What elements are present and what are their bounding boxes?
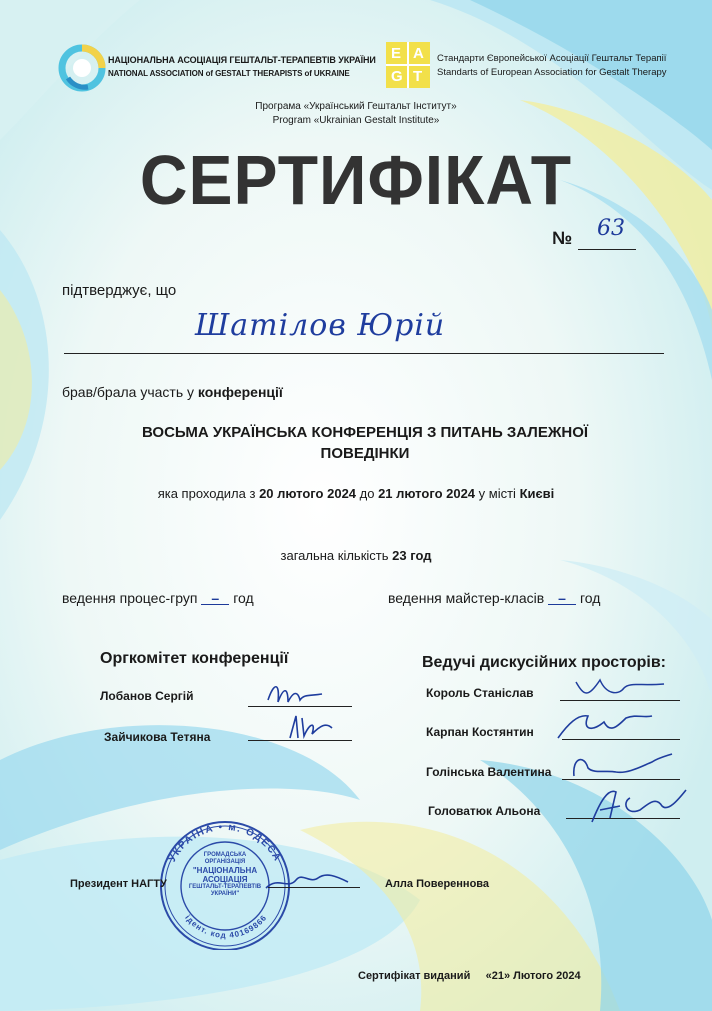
number-value: 63 (597, 216, 625, 241)
program-en: Program «Ukrainian Gestalt Institute» (272, 115, 440, 126)
host-3: Голінська Валентина (426, 765, 552, 779)
master-classes-unit: год (579, 590, 601, 606)
stamp-line-5: ГЕШТАЛЬТ-ТЕРАПЕВТІВ (188, 884, 262, 890)
host-4: Головатюк Альона (428, 804, 541, 818)
recipient-name: Шатілов Юрій (195, 308, 446, 343)
dates-mid: до (356, 486, 379, 501)
org-member-2-signature (282, 708, 342, 746)
master-classes-row (388, 590, 600, 606)
stamp-line-6: УКРАЇНИ" (210, 891, 240, 897)
eagt-letter-g: G (391, 68, 403, 85)
attended-event-type: конференції (197, 384, 283, 400)
president-name: Алла Повереннова (385, 878, 490, 890)
master-classes-label: ведення майстер-класів (388, 590, 545, 606)
eagt-name-en: Standarts of European Association for Gestalt Therapy (437, 67, 667, 78)
stamp-line-1: ГРОМАДСЬКА (203, 852, 247, 858)
conference-title-line1: ВОСЬМА УКРАЇНСЬКА КОНФЕРЕНЦІЯ З ПИТАНЬ ЗАЛЕЖНОЇ (141, 424, 589, 441)
president-label: Президент НАГТУ (70, 878, 167, 890)
eagt-logo-icon (386, 42, 430, 88)
number-label: № (552, 228, 573, 248)
host-2: Карпан Костянтин (426, 725, 534, 739)
host-1-signature (570, 672, 670, 704)
hours-prefix: загальна кількість (280, 548, 393, 563)
hours-value: 23 год (392, 548, 432, 563)
eagt-org-name (437, 52, 667, 80)
conference-title (60, 422, 670, 464)
stamp-outer-top: УКРАЇНА • м. ОДЕСА (166, 821, 284, 864)
stamp-line-4: АСОЦІАЦІЯ (202, 875, 248, 884)
dates-prefix: яка проходила з (157, 486, 260, 501)
org-member-1: Лобанов Сергій (100, 689, 194, 703)
nagtu-logo-icon (58, 44, 106, 92)
eagt-letter-e: E (391, 45, 402, 62)
process-groups-unit: год (233, 590, 254, 606)
process-groups-value: – (201, 592, 229, 605)
nagtu-name-en: NATIONAL ASSOCIATION of GESTALT THERAPISTS of UKRAINE (108, 69, 350, 78)
program-ua: Програма «Український Гештальт Інститут» (255, 101, 457, 112)
stamp-line-3: "НАЦІОНАЛЬНА (192, 866, 258, 875)
confirm-text: підтверджує, що (62, 282, 177, 299)
eagt-letter-a: A (413, 45, 424, 62)
org-member-2: Зайчикова Тетяна (104, 730, 211, 744)
process-groups-label: ведення процес-груп (62, 590, 198, 606)
host-2-signature (548, 704, 658, 744)
recipient-underline (64, 353, 664, 354)
eagt-name-ua: Стандарти Європейської Асоціації Гештальт Терапії (437, 53, 667, 64)
hosts-heading: Ведучі дискусійних просторів: (422, 654, 666, 671)
host-3-signature (566, 748, 676, 784)
host-4-signature (586, 782, 690, 830)
number-underline (578, 249, 636, 250)
eagt-letter-t: T (413, 68, 423, 85)
process-groups-row (62, 590, 254, 606)
program-block (0, 100, 712, 128)
date-to: 21 лютого 2024 (378, 486, 476, 501)
total-hours (0, 548, 712, 563)
issued-row (358, 970, 581, 982)
certificate-title: СЕРТИФІКАТ (139, 141, 573, 219)
issued-date: «21» Лютого 2024 (485, 970, 581, 982)
president-signature (262, 862, 352, 898)
master-classes-value: – (548, 592, 576, 605)
date-from: 20 лютого 2024 (259, 486, 357, 501)
conference-dates (0, 486, 712, 501)
attended-prefix: брав/брала участь у (62, 384, 198, 400)
nagtu-name-ua: НАЦІОНАЛЬНА АСОЦІАЦІЯ ГЕШТАЛЬТ-ТЕРАПЕВТІВ УКРАЇНИ (108, 55, 376, 65)
nagtu-org-name (108, 54, 376, 80)
city-name: Києві (519, 486, 555, 501)
stamp-line-2: ОРГАНІЗАЦІЯ (204, 859, 246, 865)
stamp-outer-bottom: ідент. код 40169866 (183, 913, 269, 940)
host-1: Король Станіслав (426, 686, 534, 700)
issued-label: Сертифікат виданий (358, 970, 471, 982)
city-prefix: у місті (475, 486, 520, 501)
conference-title-line2: ПОВЕДІНКИ (320, 445, 410, 462)
attended-text (62, 384, 283, 400)
org-committee-heading: Оргкомітет конференції (100, 650, 289, 667)
